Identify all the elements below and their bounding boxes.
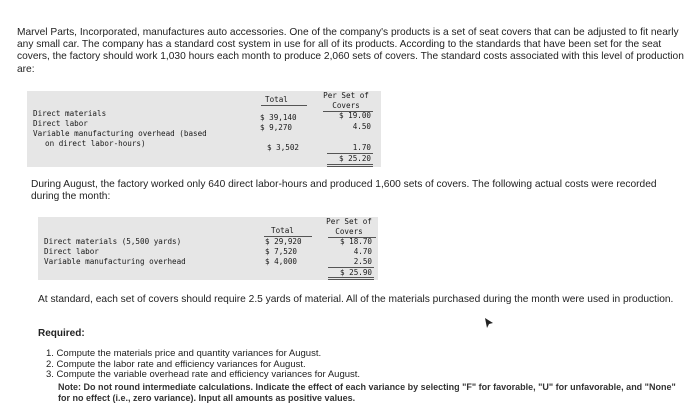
per-set-header-line1: Per Set of bbox=[326, 217, 372, 226]
per-set-header-line2: Covers bbox=[335, 227, 363, 236]
direct-materials-total: $ 39,140 bbox=[260, 113, 297, 122]
actual-direct-materials-total: $ 29,920 bbox=[265, 237, 302, 246]
required-item-1: 1. Compute the materials price and quantity variances for August. bbox=[46, 348, 322, 359]
actual-variable-overhead-per-set: 2.50 bbox=[353, 257, 372, 266]
august-paragraph: During August, the factory worked only 640 direct labor-hours and produced 1,600 sets of covers. The following actual costs were recorded during the month: bbox=[31, 179, 657, 203]
actual-variable-overhead-label: Variable manufacturing overhead bbox=[44, 257, 186, 266]
actual-direct-materials-per-set: $ 18.70 bbox=[339, 237, 372, 246]
total-header: Total bbox=[271, 226, 294, 235]
actual-direct-materials-label: Direct materials (5,500 yards) bbox=[44, 237, 182, 246]
required-item-3: 3. Compute the variable overhead rate and efficiency variances for August. bbox=[46, 369, 361, 381]
actual-variable-overhead-total: $ 4,000 bbox=[265, 257, 298, 266]
direct-labor-total: $ 9,270 bbox=[260, 123, 293, 132]
required-heading: Required: bbox=[38, 328, 85, 339]
required-item-2: 2. Compute the labor rate and efficiency variances for August. bbox=[46, 358, 306, 370]
per-set-header-line2: Covers bbox=[332, 101, 360, 110]
intro-paragraph: Marvel Parts, Incorporated, manufactures auto accessories. One of the company's products is a set of seat covers that can be adjusted to fit nearly any small car. The company has a standard cost system in use for all of its products. According to the standards that have been set for the seat covers, the factory should work 1,030 hours each month to produce 2,060 sets of covers. The standard costs associated with this level of production are: bbox=[17, 27, 684, 75]
direct-materials-label: Direct materials bbox=[33, 109, 107, 118]
actual-cost-table bbox=[38, 217, 378, 280]
per-set-header-line1: Per Set of bbox=[323, 91, 369, 100]
instructions-note: Note: Do not round intermediate calculations. Indicate the effect of each variance by selecting "F" for favorable, "U" for unfavorable, and "None" for no effect (i.e., zero variance). Input all amounts as positive values. bbox=[58, 382, 676, 403]
direct-labor-per-set: 4.50 bbox=[352, 122, 371, 131]
variable-overhead-total: $ 3,502 bbox=[267, 143, 300, 152]
actual-direct-labor-label: Direct labor bbox=[44, 247, 99, 256]
actual-direct-labor-per-set: 4.70 bbox=[353, 247, 372, 256]
variable-overhead-per-set: 1.70 bbox=[352, 143, 371, 152]
direct-materials-per-set: $ 19.00 bbox=[338, 111, 371, 120]
standard-total-per-set: $ 25.20 bbox=[338, 154, 371, 163]
direct-labor-label: Direct labor bbox=[33, 119, 88, 128]
required-list bbox=[46, 349, 686, 381]
variable-overhead-label-line2: on direct labor-hours) bbox=[45, 139, 146, 148]
total-header: Total bbox=[265, 95, 288, 104]
variable-overhead-label: Variable manufacturing overhead (based bbox=[33, 129, 207, 138]
standard-cost-table bbox=[27, 91, 381, 167]
actual-direct-labor-total: $ 7,520 bbox=[265, 247, 298, 256]
actual-total-per-set: $ 25.90 bbox=[339, 268, 372, 277]
mouse-cursor-icon bbox=[484, 318, 494, 328]
standard-note-paragraph: At standard, each set of covers should require 2.5 yards of material. All of the materials purchased during the month were used in production. bbox=[38, 294, 674, 305]
